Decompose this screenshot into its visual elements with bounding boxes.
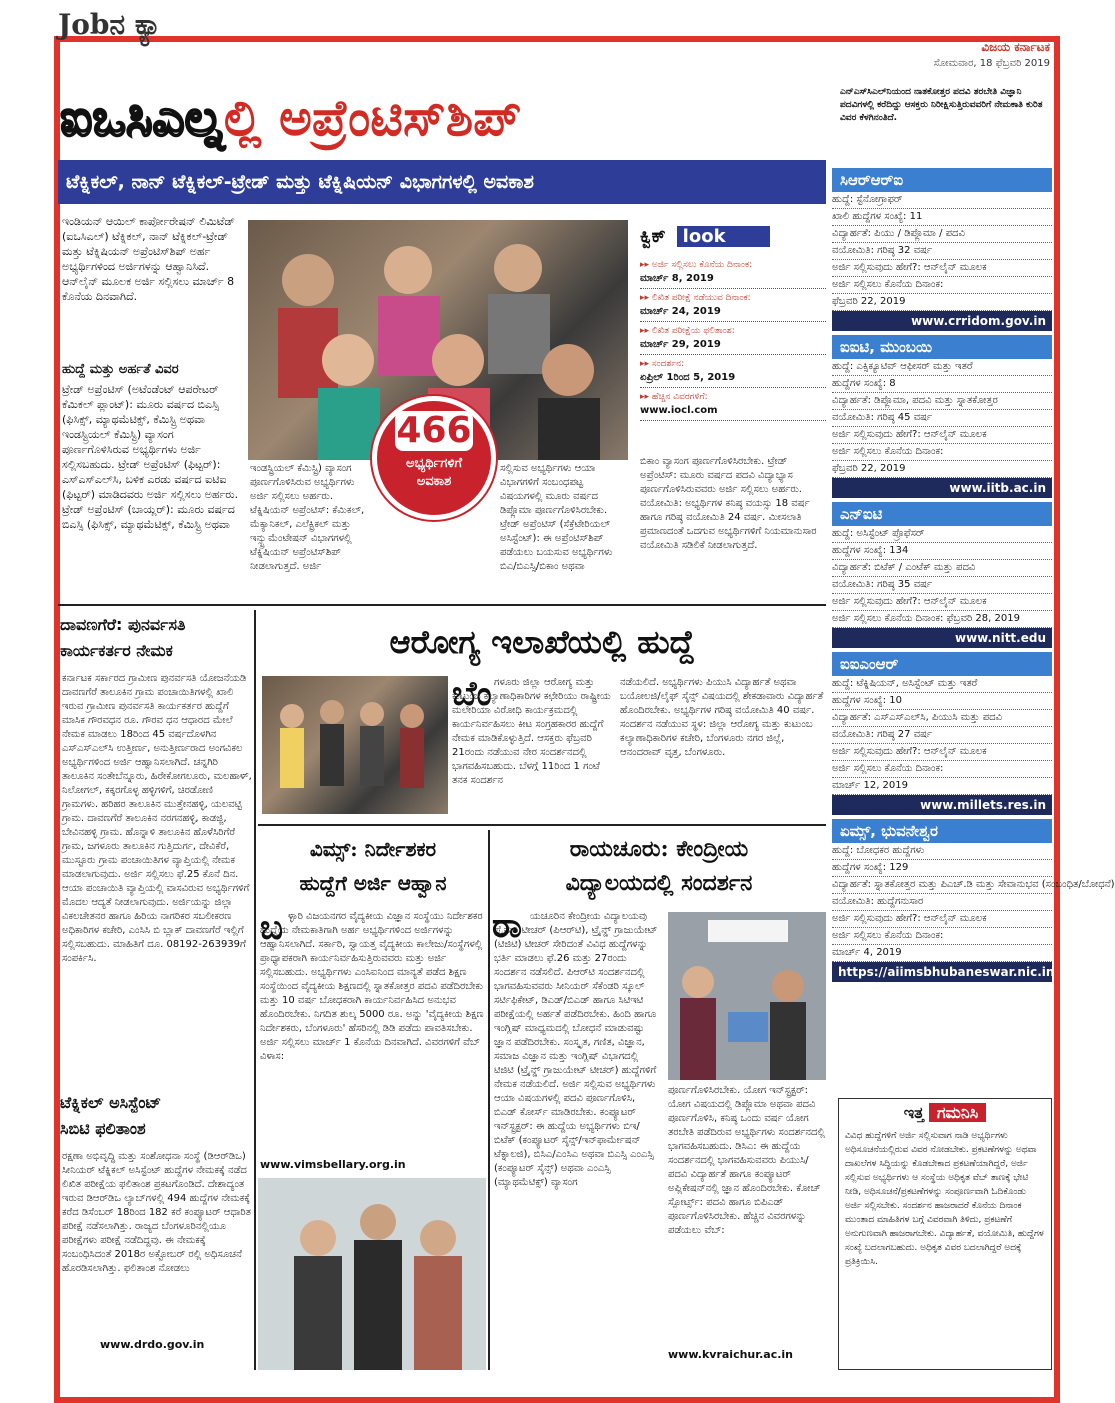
quick-look-item-label: ▸▸ ಸಂದರ್ಶನ: [640, 359, 685, 369]
sidebar-section-url[interactable]: www.crridom.gov.in [832, 311, 1052, 331]
vims-heading-2: ಹುದ್ದೆಗೆ ಅರ್ಜಿ ಆಹ್ವಾನ [299, 871, 447, 895]
sidebar-section-row: ವಿದ್ಯಾರ್ಹತೆ: ಬಿಟೆಕ್ / ಎಂಟೆಕ್ ಮತ್ತು ಪದವಿ [832, 560, 1052, 577]
iocl-col-1: ಇಂಡಸ್ಟ್ರಿಯಲ್ ಕೆಮಿಸ್ಟ್ರಿ) ವ್ಯಾಸಂಗ ಪೂರ್ಣಗೊಳಿಸಿರುವ ಅಭ್ಯರ್ಥಿಗಳು ಅರ್ಜಿ ಸಲ್ಲಿಸಲು ಅರ್ಹರು. ಟೆಕ್ನಿಷಿಯನ್ ಅಪ್ರೆಂಟಿಸ್: ಕೆಮಿಕಲ್, ಮೆಕ್ಯಾನಿಕಲ್, ಎಲೆಕ್ಟ್ರಿಕಲ್ ಮತ್ತು ಇನ್ಸ್ಟ್ರುಮೆಂಟೇಷನ್ ವಿಭಾಗಗಳಲ್ಲಿ ಟೆಕ್ನಿಷಿಯನ್ ಅಪ್ರೆಂಟಿಸ್‌ಶಿಪ್ ನೀಡಲಾಗುತ್ತದೆ. ಅರ್ಜಿ [250, 463, 365, 572]
sidebar-section-row: ವಿದ್ಯಾರ್ಹತೆ: ಪಿಯು / ಡಿಪ್ಲೊಮಾ / ಪದವಿ [832, 226, 1052, 243]
raichur-url[interactable]: www.kvraichur.ac.in [668, 1348, 794, 1361]
sidebar-section-row: ವಯೋಮಿತಿ: ಹುದ್ದೆಗನುಸಾರ [832, 894, 1052, 911]
sidebar-section-row: ಅರ್ಜಿ ಸಲ್ಲಿಸುವುದು ಹೇಗೆ?: ಆನ್‌ಲೈನ್ ಮೂಲಕ [832, 260, 1052, 277]
sidebar-listings [832, 168, 1115, 1088]
quick-look-label-en: look [677, 226, 770, 247]
vacancy-label-2: ಅವಕಾಶ [416, 474, 452, 489]
divider-v2 [488, 830, 490, 1370]
raichur-heading-2: ವಿದ್ಯಾಲಯದಲ್ಲಿ ಸಂದರ್ಶನ [565, 870, 753, 896]
sidebar-section-row: ಅರ್ಜಿ ಸಲ್ಲಿಸುವುದು ಹೇಗೆ?: ಆನ್‌ಲೈನ್ ಮೂಲಕ [832, 427, 1052, 444]
sidebar-section-title: ಎನ್‌ಐಟಿ [832, 502, 1052, 526]
quick-look-item-label: ▸▸ ಲಿಖಿತ ಪರೀಕ್ಷೆ ನಡೆಯುವ ದಿನಾಂಕ: [640, 293, 751, 303]
group-illustration [262, 676, 448, 814]
vims-heading-1: ವಿಮ್ಸ್: ನಿರ್ದೇಶಕರ [309, 837, 437, 861]
sidebar-section-row: ಮಾರ್ಚ್ 12, 2019 [832, 778, 1052, 795]
main-title [60, 80, 840, 160]
quick-look-item-label: ▸▸ ಅರ್ಜಿ ಸಲ್ಲಿಸಲು ಕೊನೆಯ ದಿನಾಂಕ: [640, 260, 753, 270]
sidebar-section-row: ವಿದ್ಯಾರ್ಹತೆ: ಡಿಪ್ಲೊಮಾ, ಪದವಿ ಮತ್ತು ಸ್ನಾತಕೋತ್ತರ [832, 393, 1052, 410]
vacancy-badge [372, 396, 496, 520]
sidebar-section-row: ವಯೋಮಿತಿ: ಗರಿಷ್ಠ 27 ವರ್ಷ [832, 727, 1052, 744]
sidebar-section-row: ಅರ್ಜಿ ಸಲ್ಲಿಸಲು ಕೊನೆಯ ದಿನಾಂಕ: [832, 277, 1052, 294]
sidebar-section-row: ಅರ್ಜಿ ಸಲ್ಲಿಸಲು ಕೊನೆಯ ದಿನಾಂಕ: [832, 761, 1052, 778]
health-heading: ಆರೋಗ್ಯ ಇಲಾಖೆಯಲ್ಲಿ ಹುದ್ದೆ [389, 623, 695, 661]
notice-body: ವಿವಿಧ ಹುದ್ದೆಗಳಿಗೆ ಅರ್ಜಿ ಸಲ್ಲಿಸುವಾಗ ನಾಡಿ ಅಭ್ಯರ್ಥಿಗಳು ಅಧಿಸೂಚನೆಯಲ್ಲಿರುವ ವಿವರ ನೋಡಬೇಕು. ಪ್ರಕಟಣೆಗಳನ್ನು ಅಥವಾ ದಾಖಲೆಗಳ ಸಿದ್ಧಿಯನ್ನು ಕೊಡಬೇಕಾದ ಪ್ರಕಟಣೆಯಾಗಿದ್ದರೆ, ಅರ್ಜಿ ಸಲ್ಲಿಸುವ ಅಭ್ಯರ್ಥಿಗಳು ಆ ಸಂಸ್ಥೆಯ ಅಧಿಕೃತ ವೆಬ್ ತಾಣಕ್ಕೆ ಭೇಟಿ ನೀಡಿ, ಅಧಿಸೂಚನೆ/ಪ್ರಕಟಣೆಗಳನ್ನು ಸಂಪೂರ್ಣವಾಗಿ ಓದಿಕೊಂಡು ಅರ್ಜಿ ಸಲ್ಲಿಸಬೇಕು. ಸಂದರ್ಶನ ಹಾಜರಾದರೆ ಕೊನೆಯ ದಿನಾಂಕ ಮುಂತಾದ ಮಾಹಿತಿಗಳ ಬಗ್ಗೆ ವಿವರವಾಗಿ ತಿಳಿದು, ಪ್ರಕಟಣೆಗೆ ಅನುಗುಣವಾಗಿ ಹಾಜರಾಗಬೇಕು. ವಿದ್ಯಾರ್ಹತೆ, ವಯೋಮಿತಿ, ಹುದ್ದೆಗಳ ಸಂಖ್ಯೆ ಬದಲಾಗಬಹುದು. ಅಧಿಕೃತ ವಿವರ ಬದಲಾಗಿದ್ದರೆ ಅದಕ್ಕೆ ಪ್ರತಿಕ್ರಿಯಿಸಿ. [845, 1131, 1044, 1267]
sidebar-section-row: ಅರ್ಜಿ ಸಲ್ಲಿಸುವುದು ಹೇಗೆ?: ಆನ್‌ಲೈನ್ ಮೂಲಕ [832, 594, 1052, 611]
technical-heading [60, 1090, 252, 1142]
sidebar-section-url[interactable]: www.iitb.ac.in [832, 478, 1052, 498]
main-title-part1: ಐಒಸಿಎಲ್ [60, 88, 224, 147]
raichur-heading [492, 832, 826, 900]
raichur-heading-1: ರಾಯಚೂರು: ಕೇಂದ್ರೀಯ [569, 836, 749, 862]
raichur-body-1: ಯಚೂರಿನ ಕೇಂದ್ರೀಯ ವಿದ್ಯಾಲಯವು ಪ್ರೈಮರಿ ಟೀಚರ್ (ಪಿಆರ್‌ಟಿ), ಟ್ರೈನ್ಡ್ ಗ್ರಾಜುಯೇಟ್ (ಟಿಜಿಟಿ) ಟೀಚರ್ ಸೇರಿದಂತೆ ವಿವಿಧ ಹುದ್ದೆಗಳನ್ನು ಭರ್ತಿ ಮಾಡಲು ಫೆ.26 ಮತ್ತು 27ರಂದು ಸಂದರ್ಶನ ನಡೆಸಲಿದೆ. ಪಿಆರ್‌ಟಿ ಸಂದರ್ಶನದಲ್ಲಿ ಭಾಗವಹಿಸುವವರು ಸೀನಿಯರ್ ಸೆಕೆಂಡರಿ ಸ್ಕೂಲ್ ಸರ್ಟಿಫಿಕೇಟ್, ಡಿಎಡ್/ಬಿಎಡ್ ಹಾಗೂ ಸಿಟಿಇಟಿ ಪರೀಕ್ಷೆಯಲ್ಲಿ ಅರ್ಹತೆ ಪಡೆದಿರಬೇಕು. ಹಿಂದಿ ಹಾಗೂ ಇಂಗ್ಲಿಷ್ ಮಾಧ್ಯಮದಲ್ಲಿ ಬೋಧನೆ ಮಾಡುವಷ್ಟು ಜ್ಞಾನ ಪಡೆದಿರಬೇಕು. ಸಂಸ್ಕೃತ, ಗಣಿತ, ವಿಜ್ಞಾನ, ಸಮಾಜ ವಿಜ್ಞಾನ ಮತ್ತು ಇಂಗ್ಲಿಷ್ ವಿಭಾಗದಲ್ಲಿ ಟಿಜಿಟಿ (ಟ್ರೈನ್ಡ್ ಗ್ರಾಜುಯೇಟ್ ಟೀಚರ್) ಹುದ್ದೆಗಳಿಗೆ ನೇಮಕ ನಡೆಯಲಿದೆ. ಅರ್ಜಿ ಸಲ್ಲಿಸುವ ಅಭ್ಯರ್ಥಿಗಳು ಆಯಾ ವಿಷಯಗಳಲ್ಲಿ ಪದವಿ ಪೂರ್ಣಗೊಳಿಸಿ, ಬಿಎಡ್ ಕೋರ್ಸ್ ಮಾಡಿರಬೇಕು. ಕಂಪ್ಯೂಟರ್ ಇನ್‌ಸ್ಟ್ರಕ್ಟರ್: ಈ ಹುದ್ದೆಯ ಅಭ್ಯರ್ಥಿಗಳು ಬಿಇ/ಬಿಟೆಕ್ (ಕಂಪ್ಯೂಟರ್ ಸೈನ್ಸ್/ಇನ್‌ಫಾರ್ಮೇಷನ್ ಟೆಕ್ನಾಲಜಿ), ಬಿಸಿಎ/ಎಂಸಿಎ ಅಥವಾ ಬಿಎಸ್ಸಿ ಎಂಎಸ್ಸಿ (ಕಂಪ್ಯೂಟರ್ ಸೈನ್ಸ್) ಅಥವಾ ಎಂಎಸ್ಸಿ (ಮ್ಯಾಥಮೆಟಿಕ್ಸ್) ವ್ಯಾಸಂಗ [494, 911, 658, 1188]
notice-head-2: ಗಮನಿಸಿ [929, 1103, 986, 1122]
sidebar-section-row: ವಿದ್ಯಾರ್ಹತೆ: ಸ್ನಾತಕೋತ್ತರ ಮತ್ತು ಪಿಎಚ್.ಡಿ ಮತ್ತು ಸೇವಾನುಭವ (ಸಂಬಂಧಿತ/ಬೋಧನೆ) [832, 877, 1052, 894]
sidebar-section [832, 335, 1052, 498]
raichur-photo [668, 912, 826, 1080]
quick-look-list [640, 256, 826, 421]
quick-look-item-value: ಏಪ್ರಿಲ್ 1ರಿಂದ 5, 2019 [640, 372, 736, 383]
iocl-col-3: ಬಿಕಾಂ ವ್ಯಾಸಂಗ ಪೂರ್ಣಗೊಳಿಸಿರಬೇಕು. ಟ್ರೇಡ್ ಅಪ್ರೆಂಟಿಸ್: ಮೂರು ವರ್ಷದ ಪದವಿ ವಿದ್ಯಾಭ್ಯಾಸ ಪೂರ್ಣಗೊಳಿಸಿರುವವರು ಅರ್ಜಿ ಸಲ್ಲಿಸಲು ಅರ್ಹರು. ವಯೋಮಿತಿ: ಅಭ್ಯರ್ಥಿಗಳ ಕನಿಷ್ಠ ವಯಸ್ಸು 18 ವರ್ಷ ಹಾಗೂ ಗರಿಷ್ಠ ವಯೋಮಿತಿ 24 ವರ್ಷ. ಮೀಸಲಾತಿ ಪ್ರಮಾಣದಂತೆ ಒದಗುವ ಅಭ್ಯರ್ಥಿಗಳಿಗೆ ನಿಯಮಾನುಸಾರ ವಯೋಮಿತಿ ಸಡಿಲಿಕೆ ನೀಡಲಾಗುತ್ತದೆ. [640, 456, 817, 551]
sidebar-section-row: ಅರ್ಜಿ ಸಲ್ಲಿಸಲು ಕೊನೆಯ ದಿನಾಂಕ: [832, 928, 1052, 945]
issue-date: ಸೋಮವಾರ, 18 ಫೆಬ್ರವರಿ 2019 [933, 58, 1050, 69]
quick-look-header [640, 226, 826, 256]
sidebar-section-url[interactable]: www.millets.res.in [832, 795, 1052, 815]
sidebar-section-row: ವಯೋಮಿತಿ: ಗರಿಷ್ಠ 32 ವರ್ಷ [832, 243, 1052, 260]
quick-look-item [640, 355, 826, 388]
raichur-body-2: ಪೂರ್ಣಗೊಳಿಸಿರಬೇಕು. ಯೋಗ ಇನ್‌ಸ್ಟ್ರಕ್ಟರ್: ಯೋಗ ವಿಷಯದಲ್ಲಿ ಡಿಪ್ಲೊಮಾ ಅಥವಾ ಪದವಿ ಪೂರ್ಣಗೊಳಿಸಿ, ಕನಿಷ್ಠ ಒಂದು ವರ್ಷ ಯೋಗ ತರಬೇತಿ ಪಡೆದಿರುವ ಅಭ್ಯರ್ಥಿಗಳು ಸಂದರ್ಶನದಲ್ಲಿ ಭಾಗವಹಿಸಬಹುದು. ಡಿಸಿಎ: ಈ ಹುದ್ದೆಯ ಸಂದರ್ಶನದಲ್ಲಿ ಭಾಗವಹಿಸುವವರು ಪಿಯುಸಿ/ಪದವಿ ವಿದ್ಯಾರ್ಹತೆ ಹಾಗೂ ಕಂಪ್ಯೂಟರ್ ಅಪ್ಲಿಕೇಷನ್‌ನಲ್ಲಿ ಜ್ಞಾನ ಹೊಂದಿರಬೇಕು. ಕೋಚ್ ಸ್ಪೋರ್ಟ್ಸ್: ಪದವಿ ಹಾಗೂ ಬಿಪಿಎಡ್ ಪೂರ್ಣಗೊಳಿಸಿರಬೇಕು. ಹೆಚ್ಚಿನ ವಿವರಗಳನ್ನು ಪಡೆಯಲು ವೆಬ್: [668, 1085, 825, 1236]
sidebar-section-row: ಅರ್ಜಿ ಸಲ್ಲಿಸುವುದು ಹೇಗೆ?: ಆನ್‌ಲೈನ್ ಮೂಲಕ [832, 911, 1052, 928]
technical-url[interactable]: www.drdo.gov.in [100, 1338, 205, 1351]
top-right-label: ವಿಜಯ ಕರ್ನಾಟಕ [981, 40, 1050, 54]
sidebar-section-title: ಏಮ್ಸ್, ಭುವನೇಶ್ವರ [832, 819, 1052, 843]
sidebar-section-row: ಫೆಬ್ರವರಿ 22, 2019 [832, 461, 1052, 478]
technical-body: ರಕ್ಷಣಾ ಅಭಿವೃದ್ಧಿ ಮತ್ತು ಸಂಶೋಧನಾ ಸಂಸ್ಥೆ (ಡಿಆರ್‌ಡಿಒ) ಸೀನಿಯರ್ ಟೆಕ್ನಿಕಲ್ ಅಸಿಸ್ಟೆಂಟ್ ಹುದ್ದೆಗಳ ನೇಮಕಕ್ಕೆ ನಡೆದ ಲಿಖಿತ ಪರೀಕ್ಷೆಯ ಫಲಿತಾಂಶ ಪ್ರಕಟಗೊಂಡಿದೆ. ದೇಶಾದ್ಯಂತ ಇರುವ ಡಿಆರ್‌ಡಿಒ ಲ್ಯಾಬ್‌ಗಳಲ್ಲಿ 494 ಹುದ್ದೆಗಳ ನೇಮಕಕ್ಕೆ ಕರೆದ ಡಿಸೆಂಬರ್ 18ರಿಂದ 182 ಕರೆ ಕಂಪ್ಯೂಟರ್ ಆಧಾರಿತ ಪರೀಕ್ಷೆ ನಡೆಸಲಾಗಿತ್ತು. ರಾಜ್ಯದ ಬೆಂಗಳೂರಿನಲ್ಲಿಯೂ ಪರೀಕ್ಷೆಗಳು ಪರೀಕ್ಷೆ ನಡೆದಿದ್ದವು. ಈ ನೇಮಕಕ್ಕೆ ಸಂಬಂಧಿಸಿದಂತೆ 2018ರ ಅಕ್ಟೋಬರ್ ರಲ್ಲಿ ಅಧಿಸೂಚನೆ ಹೊರಡಿಸಲಾಗಿತ್ತು. ಫಲಿತಾಂಶ ನೋಡಲು [62, 1151, 251, 1274]
vims-url[interactable]: www.vimsbellary.org.in [260, 1158, 406, 1171]
health-body-2: ನಡೆಯಲಿದೆ. ಅಭ್ಯರ್ಥಿಗಳು ಪಿಯುಸಿ ವಿದ್ಯಾರ್ಹತೆ ಅಥವಾ ಬಯೋಲಜಿ/ಲೈಫ್ ಸೈನ್ಸ್‌ ವಿಷಯದಲ್ಲಿ ಶೇಕಡಾವಾರು ವಿದ್ಯಾರ್ಹತೆ ಹೊಂದಿರಬೇಕು. ಅಭ್ಯರ್ಥಿಗಳ ಗರಿಷ್ಠ ವಯೋಮಿತಿ 40 ವರ್ಷ. ಸಂದರ್ಶನ ನಡೆಯುವ ಸ್ಥಳ: ಜಿಲ್ಲಾ ಆರೋಗ್ಯ ಮತ್ತು ಕುಟುಂಬ ಕಲ್ಯಾಣಾಧಿಕಾರಿಗಳ ಕಚೇರಿ, ಬೆಂಗಳೂರು ನಗರ ಜಿಲ್ಲೆ, ಆನಂದರಾವ್ ವೃತ್ತ, ಬೆಂಗಳೂರು. [620, 677, 824, 758]
sidebar-section-row: ಮಾರ್ಚ್ 4, 2019 [832, 945, 1052, 962]
subtitle-banner: ಟೆಕ್ನಿಕಲ್, ನಾನ್ ಟೆಕ್ನಿಕಲ್-ಟ್ರೇಡ್ ಮತ್ತು ಟೆಕ್ನಿಷಿಯನ್ ವಿಭಾಗಗಳಲ್ಲಿ ಅವಕಾಶ [58, 160, 826, 204]
sidebar-section-row: ವಿದ್ಯಾರ್ಹತೆ: ಎಸ್‌ಎಸ್‌ಎಲ್‌ಸಿ, ಪಿಯುಸಿ ಮತ್ತು ಪದವಿ [832, 710, 1052, 727]
quick-look-item-label: ▸▸ ಲಿಖಿತ ಪರೀಕ್ಷೆಯ ಫಲಿತಾಂಶ: [640, 326, 735, 336]
sidebar-section-title: ಸಿಆರ್‌ಆರ್‌ಐ [832, 168, 1052, 192]
notice-head-1: ಇತ್ತ [903, 1103, 924, 1122]
davanagere-heading-2: ಕಾರ್ಯಕರ್ತರ ನೇಮಕ [60, 641, 173, 660]
vims-heading [258, 832, 488, 900]
quick-look-item-value: ಮಾರ್ಚ್ 8, 2019 [640, 273, 714, 284]
vims-body: ಳ್ಳಾರಿ ವಿಜಯನಗರ ವೈದ್ಯಕೀಯ ವಿಜ್ಞಾನ ಸಂಸ್ಥೆಯು ನಿರ್ದೇಶಕರ ಹುದ್ದೆಯ ನೇಮಕಾತಿಗಾಗಿ ಅರ್ಹ ಅಭ್ಯರ್ಥಿಗಳಿಂದ ಅರ್ಜಿಗಳನ್ನು ಆಹ್ವಾನಿಸಲಾಗಿದೆ. ಸರ್ಕಾರಿ, ಸ್ವಾಯತ್ತ ವೈದ್ಯಕೀಯ ಕಾಲೇಜು/ಸಂಸ್ಥೆಗಳಲ್ಲಿ ಪ್ರಾಧ್ಯಾಪಕರಾಗಿ ಕಾರ್ಯನಿರ್ವಹಿಸುತ್ತಿರುವವರು ಮತ್ತು ಅರ್ಜಿ ಸಲ್ಲಿಸಬಹುದು. ಅಭ್ಯರ್ಥಿಗಳು ಎಂಸಿಐನಿಂದ ಮಾನ್ಯತೆ ಪಡೆದ ಶಿಕ್ಷಣ ಸಂಸ್ಥೆಯಿಂದ ವೈದ್ಯಕೀಯ ಶಿಕ್ಷಣದಲ್ಲಿ ಸ್ನಾತಕೋತ್ತರ ಪದವಿ ಪಡೆದಿರಬೇಕು ಮತ್ತು 10 ವರ್ಷ ಬೋಧಕರಾಗಿ ಕಾರ್ಯನಿರ್ವಹಿಸಿದ ಅನುಭವ ಹೊಂದಿರಬೇಕು. ನಿಗದಿತ ಶುಲ್ಕ 5000 ರೂ. ಅನ್ನು 'ವೈದ್ಯಕೀಯ ಶಿಕ್ಷಣ ನಿರ್ದೇಶಕರು, ಬೆಂಗಳೂರು' ಹೆಸರಿನಲ್ಲಿ ಡಿಡಿ ಪಡೆದು ಪಾವತಿಸಬೇಕು. ಅರ್ಜಿ ಸಲ್ಲಿಸಲು ಮಾರ್ಚ್ 1 ಕೊನೆಯ ದಿನವಾಗಿದೆ. ವಿವರಗಳಿಗೆ ವೆಬ್ ವಿಳಾಸ: [260, 911, 484, 1062]
vims-dropcap: ಬ [260, 908, 284, 948]
notice-box [838, 1098, 1052, 1370]
health-dropcap: ಬೆಂ [452, 674, 492, 714]
divider-1 [58, 604, 826, 606]
quick-look-item [640, 289, 826, 322]
davanagere-heading [60, 612, 252, 664]
quick-look-item [640, 256, 826, 289]
divider-2 [258, 824, 826, 826]
sidebar-section-row: ಹುದ್ದೆಗಳ ಸಂಖ್ಯೆ: 129 [832, 860, 1052, 877]
quick-look-item-value: ಮಾರ್ಚ್ 24, 2019 [640, 306, 721, 317]
vacancy-label-1: ಅಭ್ಯರ್ಥಿಗಳಿಗೆ [405, 456, 463, 471]
sidebar-section-row: ಹುದ್ದೆಗಳ ಸಂಖ್ಯೆ: 134 [832, 543, 1052, 560]
iocl-eligibility-text: ಟ್ರೇಡ್ ಅಪ್ರೆಂಟಿಸ್ (ಅಟೆಂಡೆಂಟ್ ಆಪರೇಟರ್ ಕೆಮಿಕಲ್ ಪ್ಲಾಂಟ್): ಮೂರು ವರ್ಷದ ಬಿಎಸ್ಸಿ (ಫಿಸಿಕ್ಸ್, ಮ್ಯಾಥಮೆಟಿಕ್ಸ್, ಕೆಮಿಸ್ಟ್ರಿ ಅಥವಾ ಇಂಡಸ್ಟ್ರಿಯಲ್ ಕೆಮಿಸ್ಟ್ರಿ) ವ್ಯಾಸಂಗ ಪೂರ್ಣಗೊಳಿಸಿರುವ ಅಭ್ಯರ್ಥಿಗಳು ಅರ್ಜಿ ಸಲ್ಲಿಸಬಹುದು. ಟ್ರೇಡ್ ಅಪ್ರೆಂಟಿಸ್ (ಫಿಟ್ಟರ್): ಎಸ್‌ಎಸ್‌ಎಲ್‌ಸಿ, ಬಳಿಕ ಎರಡು ವರ್ಷದ ಐಟಿಐ (ಫಿಟ್ಟರ್) ಮಾಡಿದವರು ಅರ್ಜಿ ಸಲ್ಲಿಸಲು ಅರ್ಹರು. ಟ್ರೇಡ್ ಅಪ್ರೆಂಟಿಸ್ (ಬಾಯ್ಲರ್): ಮೂರು ವರ್ಷದ ಬಿಎಸ್ಸಿ (ಫಿಸಿಕ್ಸ್, ಮ್ಯಾಥಮೆಟಿಕ್ಸ್, ಕೆಮಿಸ್ಟ್ರಿ ಅಥವಾ [62, 383, 239, 531]
sidebar-section-url[interactable]: www.nitt.edu [832, 628, 1052, 648]
quick-look-item[interactable] [640, 388, 826, 421]
sidebar-section-row: ಅರ್ಜಿ ಸಲ್ಲಿಸುವುದು ಹೇಗೆ?: ಆನ್‌ಲೈನ್ ಮೂಲಕ [832, 744, 1052, 761]
raichur-dropcap: ರಾ [492, 906, 522, 946]
sidebar-section-row: ಹುದ್ದೆಗಳ ಸಂಖ್ಯೆ: 8 [832, 376, 1052, 393]
main-title-part2: ನಲ್ಲಿ ಅಪ್ರೆಂಟಿಸ್‌ಶಿಪ್ [223, 88, 522, 147]
sidebar-section-row: ವಯೋಮಿತಿ: ಗರಿಷ್ಠ 45 ವರ್ಷ [832, 410, 1052, 427]
classroom-illustration [668, 912, 826, 1080]
sidebar-section-url[interactable]: https://aiimsbhubaneswar.nic.in [832, 962, 1052, 982]
sidebar-section-title: ಐಐಎಂಆರ್ [832, 652, 1052, 676]
quick-look-item [640, 322, 826, 355]
sidebar-section [832, 502, 1052, 648]
sidebar-section-row: ಹುದ್ದೆ: ಬೋಧಕರ ಹುದ್ದೆಗಳು [832, 843, 1052, 860]
health-body-1: ಗಳೂರು ಜಿಲ್ಲಾ ಆರೋಗ್ಯ ಮತ್ತು ಕುಟುಂಬ ಕಲ್ಯಾಣಾಧಿಕಾರಿಗಳ ಕಛೇರಿಯು ರಾಷ್ಟ್ರೀಯ ಮಲೇರಿಯಾ ವಿರೋಧಿ ಕಾರ್ಯಕ್ರಮದಲ್ಲಿ ಕಾರ್ಯನಿರ್ವಹಿಸಲು ಕೀಟ ಸಂಗ್ರಹಕಾರರ ಹುದ್ದೆಗೆ ನೇಮಕ ಮಾಡಿಕೊಳ್ಳುತ್ತಿದೆ. ಆಸಕ್ತರು ಫೆಬ್ರವರಿ 21ರಂದು ನಡೆಯುವ ನೇರ ಸಂದರ್ಶನದಲ್ಲಿ ಭಾಗವಹಿಸಬಹುದು. ಬೆಳಗ್ಗೆ 11ರಿಂದ 1 ಗಂಟೆ ತನಕ ಸಂದರ್ಶನ [452, 677, 611, 786]
sidebar-section-row: ಹುದ್ದೆ: ಸ್ಟೆನೋಗ್ರಾಫರ್ [832, 192, 1052, 209]
quick-look-item-value: www.iocl.com [640, 405, 718, 416]
iocl-eligibility [62, 382, 244, 596]
vims-photo [258, 1178, 486, 1370]
health-photo [262, 676, 448, 814]
section-masthead: Jobನ ಕ್ಯಾ [58, 8, 162, 41]
sidebar-section-row: ಹುದ್ದೆ: ಟೆಕ್ನಿಷಿಯನ್, ಅಸಿಸ್ಟೆಂಟ್ ಮತ್ತು ಇತರೆ [832, 676, 1052, 693]
sidebar-section-row: ಅರ್ಜಿ ಸಲ್ಲಿಸಲು ಕೊನೆಯ ದಿನಾಂಕ: ಫೆಬ್ರವರಿ 28, 2019 [832, 611, 1052, 628]
quick-look-box [640, 226, 826, 452]
iocl-intro [62, 214, 244, 354]
sidebar-section [832, 652, 1052, 815]
quick-look-item-label: ▸▸ ಹೆಚ್ಚಿನ ವಿವರಗಳಿಗೆ: [640, 392, 708, 402]
quick-look-label-kn: ಕ್ವಿಕ್ [640, 226, 666, 247]
vacancy-count: 466 [396, 410, 472, 451]
iocl-intro-text: ಇಂಡಿಯನ್ ಆಯಿಲ್ ಕಾರ್ಪೋರೇಷನ್ ಲಿಮಿಟೆಡ್ (ಐಒಸಿಎಲ್) ಟೆಕ್ನಿಕಲ್, ನಾನ್ ಟೆಕ್ನಿಕಲ್-ಟ್ರೇಡ್ ಮತ್ತು ಟೆಕ್ನಿಷಿಯನ್ ಅಪ್ರೆಂಟಿಸ್‌ಶಿಪ್ ಅರ್ಹ ಅಭ್ಯರ್ಥಿಗಳಿಂದ ಅರ್ಜಿಗಳನ್ನು ಆಹ್ವಾನಿಸಿದೆ. ಆನ್‌ಲೈನ್ ಮೂಲಕ ಅರ್ಜಿ ಸಲ್ಲಿಸಲು ಮಾರ್ಚ್ 8 ಕೊನೆಯ ದಿನವಾಗಿದೆ. [62, 215, 235, 303]
davanagere-body: ಕರ್ನಾಟಕ ಸರ್ಕಾರದ ಗ್ರಾಮೀಣ ಪುನರ್ವಸತಿ ಯೋಜನೆಯಡಿ ದಾವಣಗೆರೆ ತಾಲೂಕಿನ ಗ್ರಾಮ ಪಂಚಾಯಿತಿಗಳಲ್ಲಿ ಖಾಲಿ ಇರುವ ಗ್ರಾಮೀಣ ಪುನರ್ವಸತಿ ಕಾರ್ಯಕರ್ತರ ಹುದ್ದೆಗೆ ಮಾಸಿಕ ಗೌರವಧನ ರೂ. ಗೌರವ ಧನ ಆಧಾರದ ಮೇಲೆ ನೇಮಕ ಮಾಡಲು 18ರಿಂದ 45 ವರ್ಷದೊಳಗಿನ ಎಸ್‌ಎಸ್‌ಎಲ್‌ಸಿ ಉತ್ತೀರ್ಣ, ಅನುತ್ತೀರ್ಣರಾದ ಅಂಗವಿಕಲ ಅಭ್ಯರ್ಥಿಗಳಿಂದ ಅರ್ಜಿ ಆಹ್ವಾನಿಸಲಾಗಿದೆ. ಚನ್ನಗಿರಿ ತಾಲೂಕಿನ ಸಂತೇಬೆನ್ನೂರು, ಹಿರೇಕೋಗಲೂರು, ಮಲಹಾಳ್, ನಿಲೋಗಲ್, ಕಕ್ಕರಗೊಳ್ಳ ಹಳ್ಳಿಗಳಿಗೆ, ಚಿರಡೋಣಿ ಗ್ರಾಮಗಳು. ಹರಿಹರ ತಾಲೂಕಿನ ಮುತ್ತೇನಹಳ್ಳಿ, ಯಲವಟ್ಟಿ ಗ್ರಾಮ. ದಾವಣಗೆರೆ ತಾಲೂಕಿನ ನರಗನಹಳ್ಳಿ, ಕಾಡಜ್ಜಿ, ಬೇವಿನಹಳ್ಳಿ ಗ್ರಾಮ. ಹೊನ್ನಾಳಿ ತಾಲೂಕಿನ ಹೊಳೆಸಿರಿಗೆರೆ ಗ್ರಾಮ, ಜಗಳೂರು ತಾಲೂಕಿನ ಗುತ್ತಿದುರ್ಗ, ದೇವಿಕೆರೆ, ಮುಸ್ಟೂರು ಗ್ರಾಮ ಪಂಚಾಯಿತಿಗಳ ವ್ಯಾಪ್ತಿಯಲ್ಲಿ ನೇಮಕ ಮಾಡಲಾಗುವುದು. ಅರ್ಜಿ ಸಲ್ಲಿಸಲು ಫೆ.25 ಕೊನೆ ದಿನ. ಆಯಾ ಪಂಚಾಯಿತಿ ವ್ಯಾಪ್ತಿಯಲ್ಲಿ ವಾಸವಿರುವ ಅಭ್ಯರ್ಥಿಗಳಿಗೆ ಮೊದಲ ಆದ್ಯತೆ ನೀಡಲಾಗುವುದು. ಅರ್ಜಿಯನ್ನು ಜಿಲ್ಲಾ ವಿಕಲಚೇತನರ ಹಾಗೂ ಹಿರಿಯ ನಾಗರಿಕರ ಸಬಲೀಕರಣ ಅಧಿಕಾರಿಗಳ ಕಚೇರಿ, ಎಂಸಿಸಿ ಬಿ ಬ್ಲಾಕ್ ದಾವಣಗೆರೆ ಇಲ್ಲಿಗೆ ಸಲ್ಲಿಸಬಹುದು. ಮಾಹಿತಿಗೆ ದೂ. 08192-263939ಗೆ ಸಂಪರ್ಕಿಸಿ. [62, 673, 252, 964]
sidebar-section-row: ಫೆಬ್ರವರಿ 22, 2019 [832, 294, 1052, 311]
technical-heading-2: ಸಿಬಿಟಿ ಫಲಿತಾಂಶ [60, 1119, 146, 1138]
couple-illustration [258, 1178, 486, 1370]
sidebar-section [832, 819, 1115, 982]
quick-look-item-value: ಮಾರ್ಚ್ 29, 2019 [640, 339, 721, 350]
sidebar-section-row: ಹುದ್ದೆಗಳ ಸಂಖ್ಯೆ: 10 [832, 693, 1052, 710]
notice-header [839, 1103, 1051, 1123]
sidebar-section-row: ಖಾಲಿ ಹುದ್ದೆಗಳ ಸಂಖ್ಯೆ: 11 [832, 209, 1052, 226]
divider-v1 [254, 610, 256, 1370]
iocl-subheading: ಹುದ್ದೆ ಮತ್ತು ಅರ್ಹತೆ ವಿವರ [62, 362, 179, 377]
sidebar-section-row: ವಯೋಮಿತಿ: ಗರಿಷ್ಠ 35 ವರ್ಷ [832, 577, 1052, 594]
iocl-col-2: ಸಲ್ಲಿಸುವ ಅಭ್ಯರ್ಥಿಗಳು ಆಯಾ ವಿಭಾಗಗಳಿಗೆ ಸಂಬಂಧಪಟ್ಟ ವಿಷಯಗಳಲ್ಲಿ ಮೂರು ವರ್ಷದ ಡಿಪ್ಲೊಮಾ ಪೂರ್ಣಗೊಳಿಸಿರಬೇಕು. ಟ್ರೇಡ್ ಅಪ್ರೆಂಟಿಸ್ (ಸೆಕ್ರೆಟೇರಿಯಲ್ ಅಸಿಸ್ಟೆಂಟ್): ಈ ಅಪ್ರೆಂಟಿಸ್‌ಶಿಪ್ ಪಡೆಯಲು ಬಯಸುವ ಅಭ್ಯರ್ಥಿಗಳು ಬಿಎ/ಬಿಎಸ್ಸಿ/ಬಿಕಾಂ ಅಥವಾ [500, 463, 613, 572]
sidebar-section-row: ಅರ್ಜಿ ಸಲ್ಲಿಸಲು ಕೊನೆಯ ದಿನಾಂಕ: [832, 444, 1052, 461]
davanagere-heading-1: ದಾವಣಗೆರೆ: ಪುನರ್ವಸತಿ [60, 615, 186, 634]
sidebar-section [832, 168, 1052, 331]
intro-note: ಎನ್‌ಎಸ್‌ಸಿಎಲ್‌ನಿಯಂದ ನಾತಕೋತ್ತರ ಪದವಿ ತರಬೇತಿ ವಿಜ್ಞಾನಿ ಪದವಿಗಳಲ್ಲಿ ಕರೆದಿದ್ದು ಆಸಕ್ತರು ನಿರೀಕ್ಷಿಸುತ್ತಿರುವವರಿಗೆ ನೇಮಕಾತಿ ಕುರಿತ ವಿವರ ಕೆಳಗಿನಂತಿದೆ. [840, 87, 1043, 123]
technical-heading-1: ಟೆಕ್ನಿಕಲ್ ಅಸಿಸ್ಟೆಂಟ್ [60, 1093, 162, 1112]
sidebar-section-row: ಹುದ್ದೆ: ಎಕ್ಸಿಕ್ಯೂಟಿವ್ ಆಫೀಸರ್ ಮತ್ತು ಇತರೆ [832, 359, 1052, 376]
sidebar-section-row: ಹುದ್ದೆ: ಅಸಿಸ್ಟೆಂಟ್ ಪ್ರೊಫೆಸರ್ [832, 526, 1052, 543]
sidebar-section-title: ಐಐಟಿ, ಮುಂಬಯಿ [832, 335, 1052, 359]
